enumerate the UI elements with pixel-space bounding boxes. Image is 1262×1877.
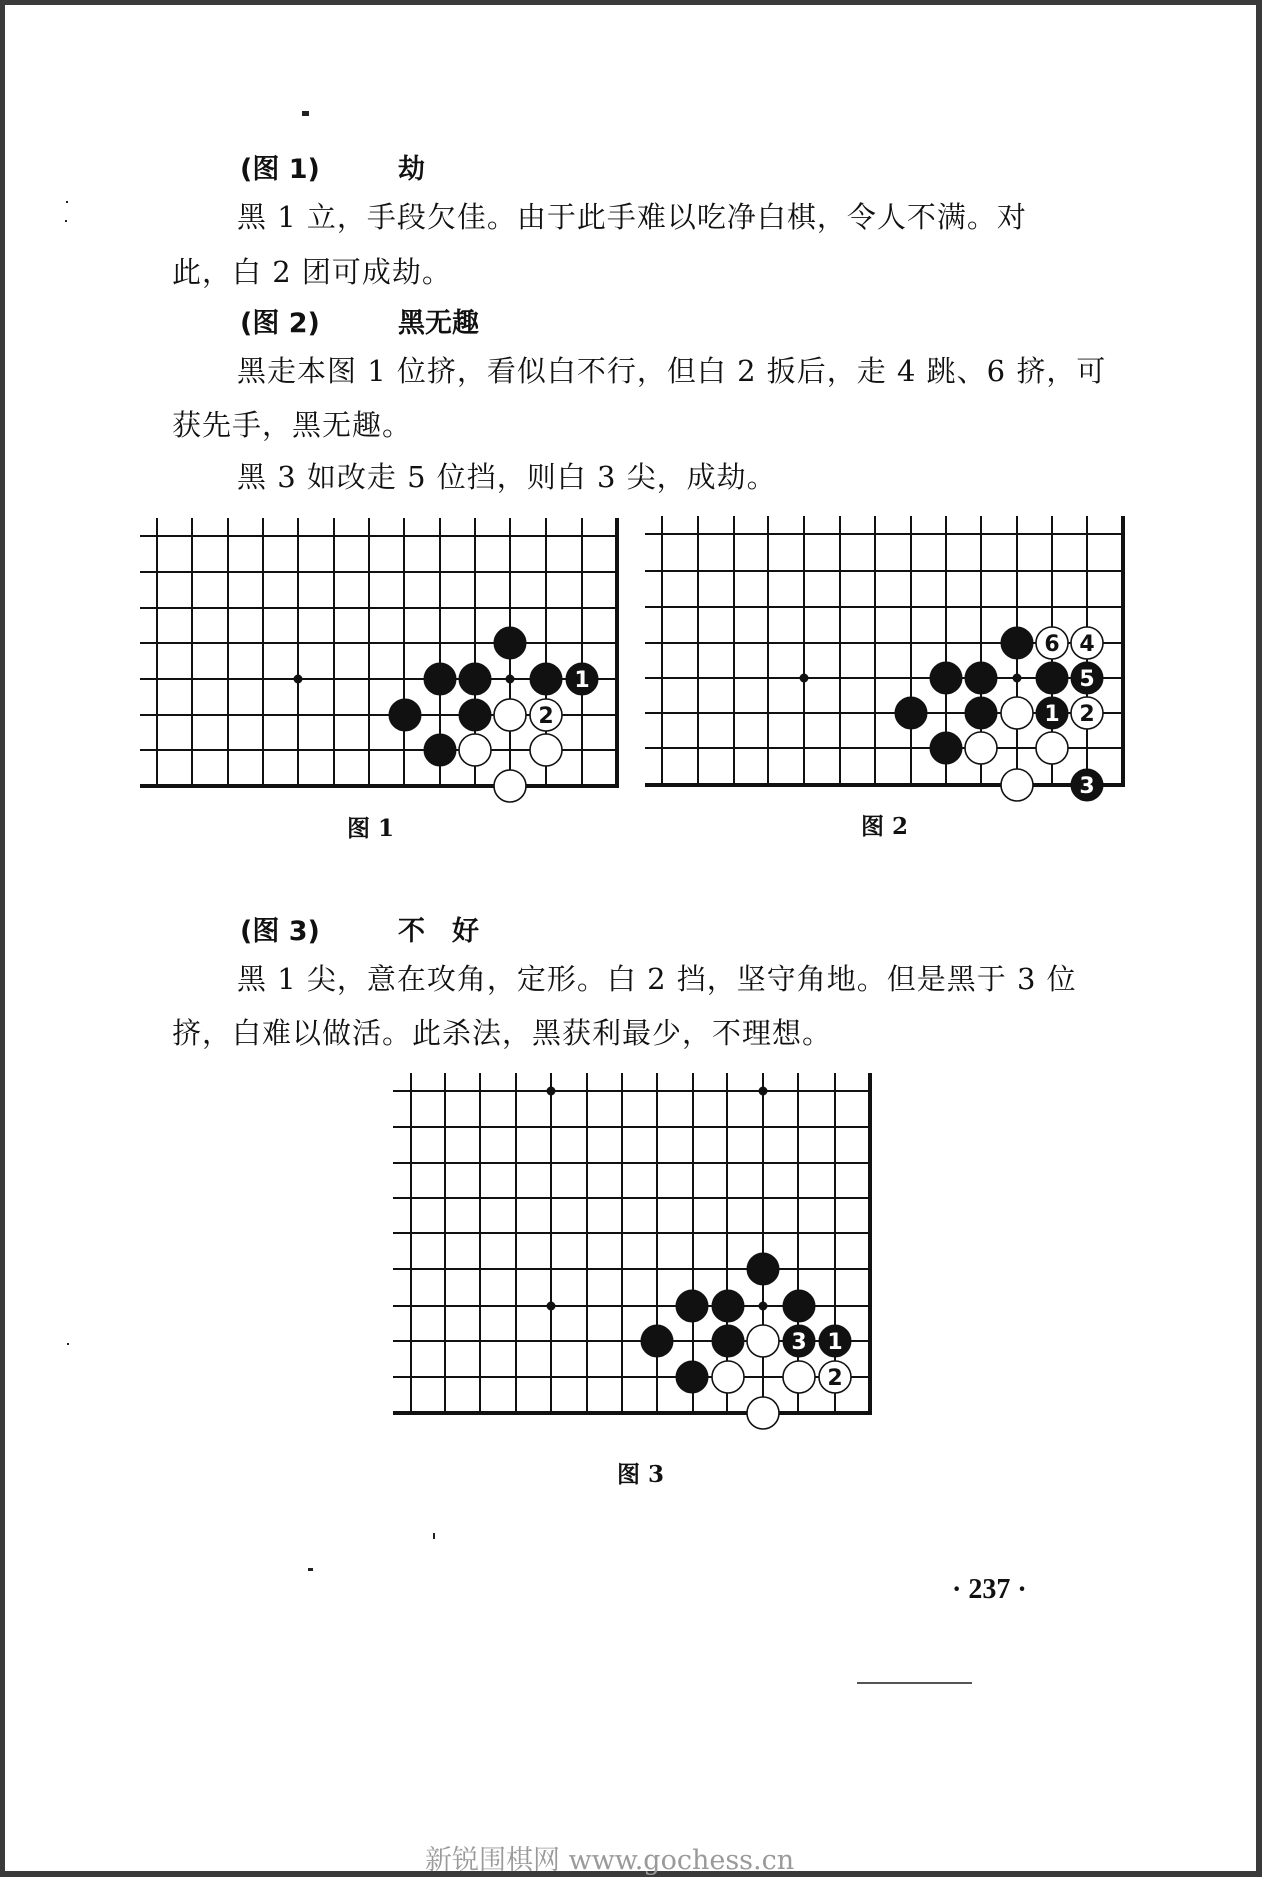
- white-stone: [1036, 732, 1068, 764]
- section-1-fig-label: (图 1): [240, 154, 320, 185]
- scan-speck: [433, 1533, 435, 1539]
- black-stone: [1036, 662, 1068, 694]
- section-2-title: 黑无趣: [398, 308, 479, 339]
- black-stone: [930, 662, 962, 694]
- black-stone: [459, 663, 491, 695]
- move-number: 4: [1079, 632, 1095, 657]
- star-point: [1013, 674, 1022, 683]
- white-stone: [819, 1361, 851, 1393]
- go-board-1: [140, 518, 619, 802]
- black-stone: [930, 732, 962, 764]
- move-number: 1: [1044, 702, 1060, 727]
- section-1-title: 劫: [398, 154, 425, 185]
- white-stone: [712, 1361, 744, 1393]
- go-board-2: [645, 516, 1125, 801]
- section-3-title: 不 好: [398, 916, 479, 947]
- white-stone: [459, 734, 491, 766]
- move-number: 2: [827, 1366, 843, 1391]
- star-point: [547, 1302, 556, 1311]
- section-2-paragraph-2: 黑 3 如改走 5 位挡，则白 3 尖，成劫。: [237, 460, 777, 494]
- white-stone: [1071, 697, 1103, 729]
- scan-speck: [308, 1568, 313, 1571]
- black-stone: [1001, 627, 1033, 659]
- black-stone: [1036, 697, 1068, 729]
- black-stone: [819, 1325, 851, 1357]
- book-page: [5, 5, 1256, 1876]
- black-stone: [676, 1361, 708, 1393]
- star-point: [547, 1087, 556, 1096]
- white-stone: [965, 732, 997, 764]
- figure-2-caption: 图 2: [861, 813, 909, 840]
- black-stone: [641, 1325, 673, 1357]
- black-stone: [424, 663, 456, 695]
- white-stone: [1071, 627, 1103, 659]
- star-point: [506, 675, 515, 684]
- black-stone: [389, 699, 421, 731]
- section-2-paragraph-1-line-1: 黑走本图 1 位挤，看似白不行，但白 2 扳后，走 4 跳、6 挤，可: [237, 354, 1107, 388]
- watermark: 新锐围棋网 www.gochess.cn: [425, 1845, 795, 1876]
- move-number: 3: [1079, 774, 1095, 799]
- white-stone: [494, 699, 526, 731]
- black-stone: [494, 627, 526, 659]
- section-3-paragraph-line-2: 挤，白难以做活。此杀法，黑获利最少，不理想。: [172, 1016, 833, 1050]
- move-number: 2: [538, 704, 554, 729]
- black-stone: [747, 1253, 779, 1285]
- figure-3-caption: 图 3: [617, 1461, 665, 1488]
- section-3-paragraph-line-1: 黑 1 尖，意在攻角，定形。白 2 挡，坚守角地。但是黑于 3 位: [237, 962, 1077, 996]
- scan-speck: [65, 220, 67, 222]
- section-1-paragraph-line-2: 此，白 2 团可成劫。: [172, 255, 452, 289]
- white-stone: [747, 1397, 779, 1429]
- go-diagrams: [5, 5, 1256, 1871]
- move-number: 2: [1079, 702, 1095, 727]
- move-number: 3: [791, 1330, 807, 1355]
- section-2-paragraph-1-line-2: 获先手，黑无趣。: [172, 408, 413, 442]
- black-stone: [459, 699, 491, 731]
- white-stone: [1001, 697, 1033, 729]
- white-stone: [530, 699, 562, 731]
- move-number: 5: [1079, 667, 1095, 692]
- go-board-3: [393, 1073, 872, 1429]
- white-stone: [783, 1361, 815, 1393]
- black-stone: [965, 662, 997, 694]
- scan-speck: [67, 1343, 69, 1345]
- white-stone: [747, 1325, 779, 1357]
- page-number: · 237 ·: [952, 1574, 1027, 1605]
- white-stone: [530, 734, 562, 766]
- black-stone: [424, 734, 456, 766]
- move-number: 1: [827, 1330, 843, 1355]
- scan-rule: [857, 1682, 972, 1684]
- section-3-fig-label: (图 3): [240, 916, 320, 947]
- black-stone: [1071, 769, 1103, 801]
- star-point: [800, 674, 809, 683]
- black-stone: [566, 663, 598, 695]
- figure-1-caption: 图 1: [347, 815, 395, 842]
- section-1-paragraph-line-1: 黑 1 立，手段欠佳。由于此手难以吃净白棋，令人不满。对: [237, 200, 1027, 234]
- black-stone: [895, 697, 927, 729]
- star-point: [294, 675, 303, 684]
- scan-speck: [66, 201, 68, 203]
- black-stone: [530, 663, 562, 695]
- black-stone: [965, 697, 997, 729]
- black-stone: [783, 1290, 815, 1322]
- star-point: [759, 1302, 768, 1311]
- star-point: [759, 1087, 768, 1096]
- scan-speck: [302, 111, 309, 116]
- move-number: 1: [574, 668, 590, 693]
- move-number: 6: [1044, 632, 1060, 657]
- section-2-fig-label: (图 2): [240, 308, 320, 339]
- white-stone: [494, 770, 526, 802]
- white-stone: [1036, 627, 1068, 659]
- black-stone: [783, 1325, 815, 1357]
- black-stone: [676, 1290, 708, 1322]
- black-stone: [712, 1325, 744, 1357]
- black-stone: [1071, 662, 1103, 694]
- black-stone: [712, 1290, 744, 1322]
- white-stone: [1001, 769, 1033, 801]
